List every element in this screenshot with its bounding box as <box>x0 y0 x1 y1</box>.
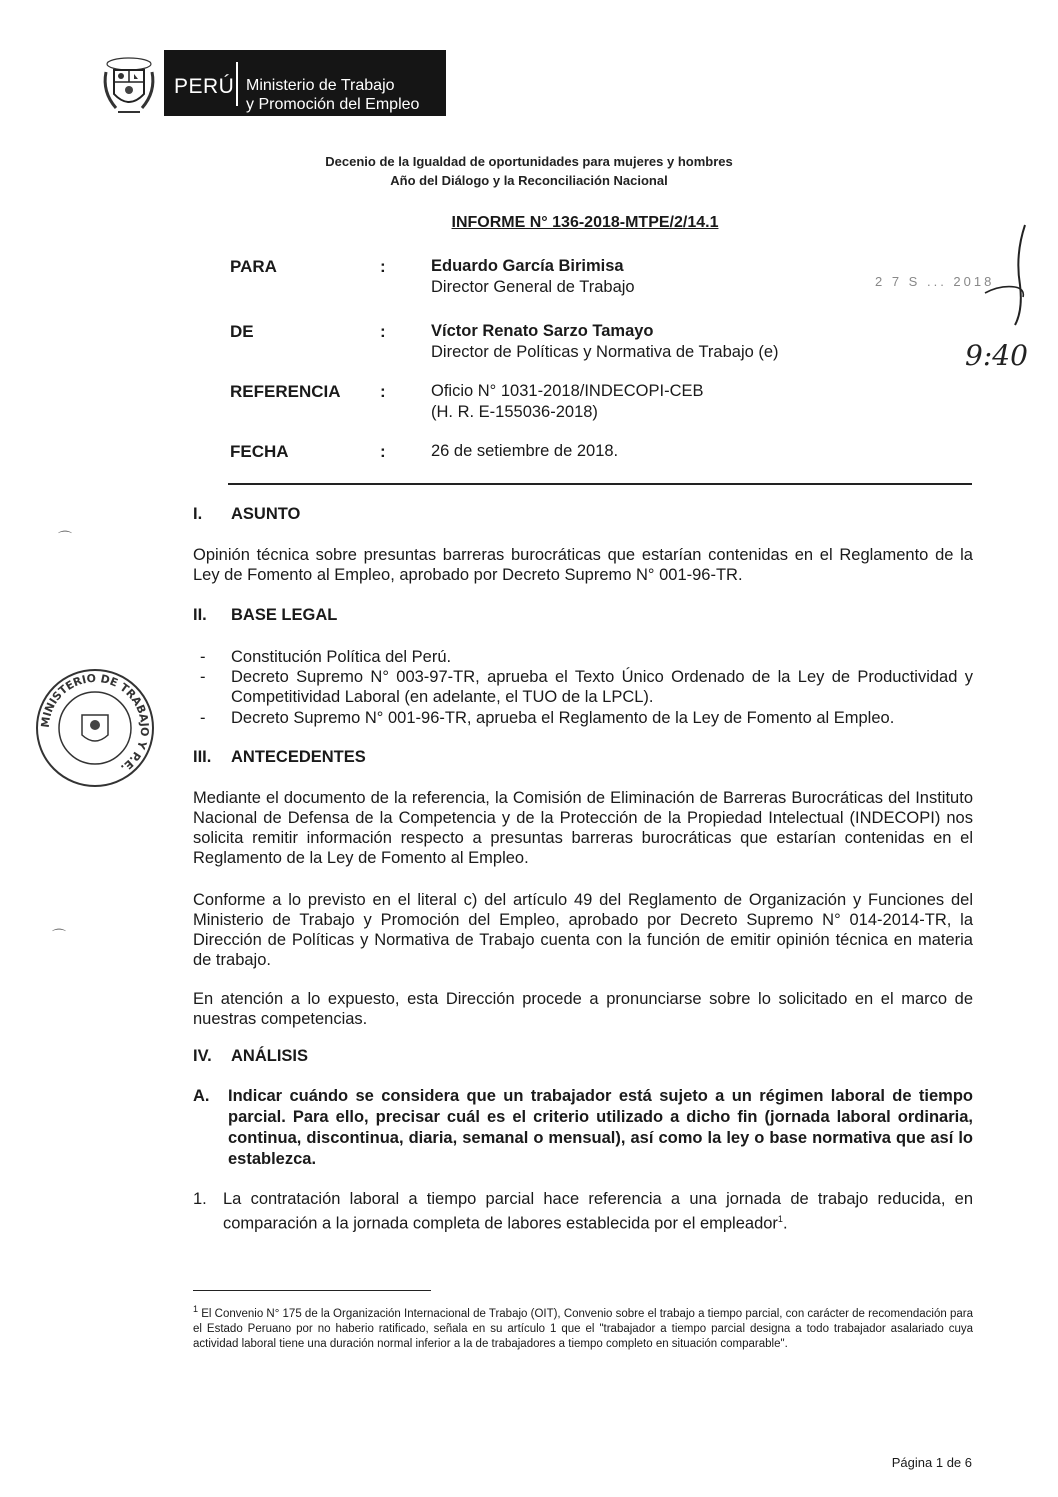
section-4-title: ANÁLISIS <box>231 1047 309 1065</box>
logo-divider <box>236 62 238 106</box>
scan-mark: ⌒ <box>52 928 66 944</box>
footnote-divider <box>193 1290 431 1291</box>
section-3-number: III. <box>193 748 212 766</box>
referencia-label: REFERENCIA <box>230 382 341 401</box>
para-value <box>431 256 635 298</box>
logo-country: PERÚ <box>174 75 235 98</box>
slogan-anio: Año del Diálogo y la Reconciliación Nacional <box>390 173 668 188</box>
point-1-end: . <box>782 1214 788 1233</box>
de-value <box>431 321 779 363</box>
coat-of-arms-icon <box>98 52 160 118</box>
logo-ministry-line2: y Promoción del Empleo <box>246 96 420 113</box>
bullet-dash: - <box>200 668 206 686</box>
ministry-seal-stamp-icon <box>32 665 158 791</box>
para-colon: : <box>380 257 386 276</box>
footnote-ref-1: 1 <box>777 1214 783 1224</box>
section-1-title: ASUNTO <box>231 505 301 523</box>
de-name: Víctor Renato Sarzo Tamayo <box>431 322 654 340</box>
page-number: Página 1 de 6 <box>891 1455 972 1470</box>
footnote-1 <box>193 1302 973 1352</box>
para-label: PARA <box>230 257 277 276</box>
point-1-body: La contratación laboral a tiempo parcial hace referencia a una jornada de trabajo reducida, en comparación a la jornada completa de labores establecida por el empleador <box>223 1190 973 1233</box>
handwritten-signature-icon <box>865 215 1055 385</box>
stamp-text: MINISTERIO DE TRABAJO Y P.E. <box>38 671 152 775</box>
bullet-dash: - <box>200 709 206 727</box>
footnote-text: El Convenio N° 175 de la Organización Internacional de Trabajo (OIT), Convenio sobre el trabajo a tiempo parcial, con carácter de recomendación para el Estado Peruano por no haberio ratificado, señala en su artículo 1 que el "trabajador a tiempo parcial designa a todo trabajador asalariado cuya actividad laboral tiene una duración normal inferior a la de trabajadores a tiempo completo en situación comparable". <box>193 1307 973 1350</box>
referencia-line2: (H. R. E-155036-2018) <box>431 403 598 421</box>
section-3-paragraph-2: Conforme a lo previsto en el literal c) del artículo 49 del Reglamento de Organización y Funciones del Ministerio de Trabajo y Promoción del Empleo, aprobado por Decreto Supremo N° 014-2014-TR, la Dirección de Políticas y Normativa de Trabajo cuenta con la función de emitir opinión técnica en materia de trabajo. <box>193 891 973 969</box>
legal-basis-item: Decreto Supremo N° 003-97-TR, aprueba el Texto Único Ordenado de la Ley de Productividad y Competitividad Laboral (en adelante, el TUO de la LPCL). <box>231 668 973 706</box>
referencia-colon: : <box>380 382 386 401</box>
section-2-number: II. <box>193 606 207 624</box>
report-title: INFORME N° 136-2018-MTPE/2/14.1 <box>451 214 719 231</box>
para-name: Eduardo García Birimisa <box>431 257 624 275</box>
received-date-stamp: 2 7 S ... 2018 <box>875 274 995 289</box>
fecha-colon: : <box>380 442 386 461</box>
point-1-text <box>223 1189 973 1234</box>
section-4-number: IV. <box>193 1047 212 1065</box>
referencia-value <box>431 381 704 423</box>
question-a-letter: A. <box>193 1087 210 1105</box>
fecha-label: FECHA <box>230 442 289 461</box>
section-1-number: I. <box>193 505 203 523</box>
slogan-decenio: Decenio de la Igualdad de oportunidades para mujeres y hombres <box>325 154 733 169</box>
header-divider <box>228 483 972 485</box>
de-colon: : <box>380 322 386 341</box>
section-2-title: BASE LEGAL <box>231 606 338 624</box>
logo-ministry <box>246 76 419 114</box>
para-role: Director General de Trabajo <box>431 278 635 296</box>
section-1-text: Opinión técnica sobre presuntas barreras burocráticas que estarían contenidas en el Reglamento de la Ley de Fomento al Empleo, aprobado por Decreto Supremo N° 001-96-TR. <box>193 546 973 584</box>
footnote-mark: 1 <box>193 1304 199 1314</box>
referencia-line1: Oficio N° 1031-2018/INDECOPI-CEB <box>431 382 704 400</box>
point-1-number: 1. <box>193 1190 207 1208</box>
legal-basis-item: Constitución Política del Perú. <box>231 648 452 666</box>
de-role: Director de Políticas y Normativa de Trabajo (e) <box>431 343 779 361</box>
question-a-text: Indicar cuándo se considera que un trabajador está sujeto a un régimen laboral de tiempo parcial. Para ello, precisar cuál es el criterio utilizado a dicho fin (jornada laboral ordinaria, continua, discontinua, diaria, semanal o mensual), así como la ley o base normativa que así lo establezca. <box>228 1087 973 1168</box>
fecha-value: 26 de setiembre de 2018. <box>431 442 619 460</box>
section-3-paragraph-3: En atención a lo expuesto, esta Dirección procede a pronunciarse sobre lo solicitado en el marco de nuestras competencias. <box>193 990 973 1028</box>
section-3-paragraph-1: Mediante el documento de la referencia, la Comisión de Eliminación de Barreras Burocráticas del Instituto Nacional de Defensa de la Competencia y de la Protección de la Propiedad Intelectual (INDECOPI) nos solicita remitir información respecto a presuntas barreras burocráticas que estarían contenidas en el Reglamento de la Ley de Fomento al Empleo. <box>193 789 973 867</box>
scan-mark: ⌒ <box>58 530 72 546</box>
legal-basis-item: Decreto Supremo N° 001-96-TR, aprueba el Reglamento de la Ley de Fomento al Empleo. <box>231 709 895 727</box>
logo-ministry-line1: Ministerio de Trabajo <box>246 77 395 94</box>
section-3-title: ANTECEDENTES <box>231 748 366 766</box>
de-label: DE <box>230 322 254 341</box>
handwritten-time: 9:40 <box>965 339 1028 372</box>
bullet-dash: - <box>200 648 206 666</box>
